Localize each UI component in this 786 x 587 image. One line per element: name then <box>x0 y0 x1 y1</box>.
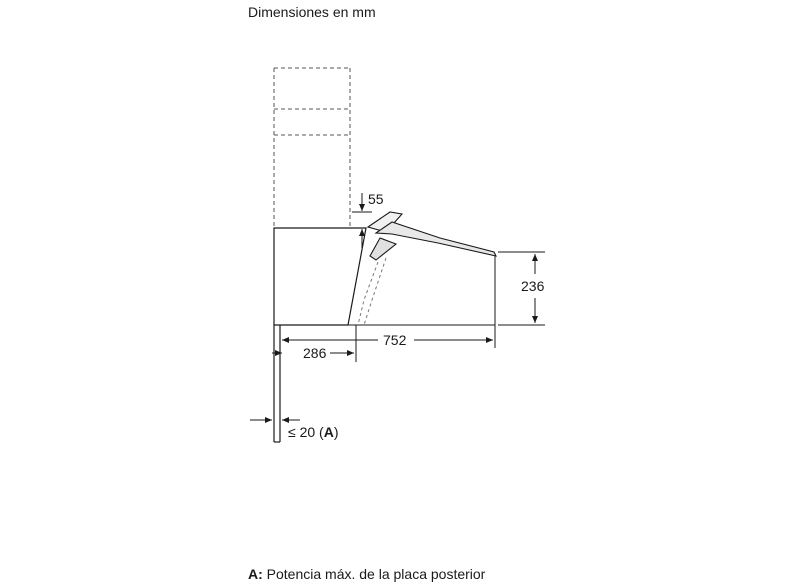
page-title: Dimensiones en mm <box>248 4 376 20</box>
glass-panel <box>368 212 496 260</box>
chimney-outline <box>274 68 350 228</box>
dimension-752-label: 752 <box>383 332 407 348</box>
dimension-backplate-label: ≤ 20 (A) <box>288 424 339 440</box>
glass-panel-swing-path <box>358 258 386 325</box>
wall-backplate <box>274 325 280 442</box>
legend-text: Potencia máx. de la placa posterior <box>262 566 486 582</box>
dimension-236-label: 236 <box>521 278 545 294</box>
legend-key: A: <box>248 566 263 582</box>
dimension-55-label: 55 <box>368 191 384 207</box>
hood-body <box>274 228 366 325</box>
dimension-286-label: 286 <box>303 345 327 361</box>
legend-footnote <box>248 566 485 582</box>
